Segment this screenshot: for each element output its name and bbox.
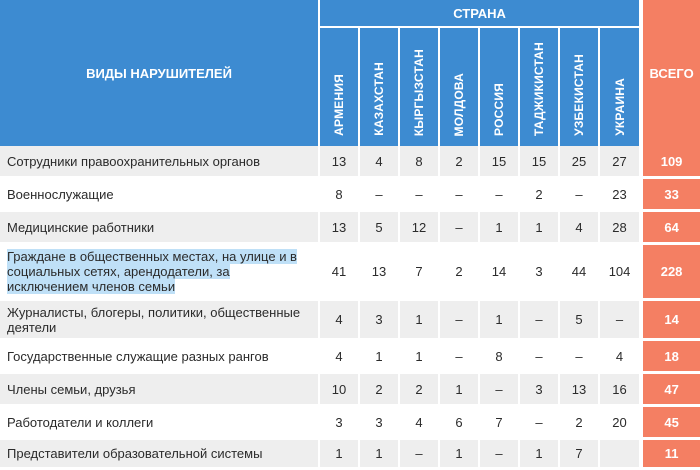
cell-value: – — [440, 341, 480, 374]
table-row — [0, 179, 700, 212]
cell-value: – — [520, 341, 560, 374]
cell-value: 2 — [360, 374, 400, 407]
cell-value — [600, 440, 639, 470]
cell-value: – — [400, 440, 440, 470]
cell-value: 5 — [360, 212, 400, 245]
table-row — [0, 146, 700, 179]
row-label: Государственные служащие разных рангов — [0, 341, 320, 374]
row-label: Члены семьи, друзья — [0, 374, 320, 407]
cell-value: 1 — [480, 301, 520, 341]
cell-value: 10 — [320, 374, 360, 407]
cell-value: – — [480, 440, 520, 470]
cell-value: 3 — [520, 245, 560, 301]
cell-value: – — [560, 179, 600, 212]
cell-value: – — [440, 212, 480, 245]
cell-value: 104 — [600, 245, 639, 301]
cell-value: 15 — [480, 146, 520, 179]
row-label — [0, 245, 320, 301]
table-row — [0, 407, 700, 440]
cell-value: 20 — [600, 407, 639, 440]
cell-value: 1 — [520, 440, 560, 470]
cell-value: 8 — [480, 341, 520, 374]
cell-value: 16 — [600, 374, 639, 407]
header-country-kazakhstan: КАЗАХСТАН — [360, 28, 400, 146]
cell-value: – — [560, 341, 600, 374]
table-row — [0, 301, 700, 341]
cell-value: 4 — [320, 341, 360, 374]
cell-value: 23 — [600, 179, 639, 212]
table-row — [0, 374, 700, 407]
cell-value: 2 — [560, 407, 600, 440]
table-row-highlighted — [0, 245, 700, 301]
cell-value: 1 — [440, 440, 480, 470]
cell-value: 27 — [600, 146, 639, 179]
cell-total: 14 — [639, 301, 700, 341]
header-country-group: СТРАНА — [320, 0, 639, 28]
cell-value: 6 — [440, 407, 480, 440]
cell-value: 4 — [360, 146, 400, 179]
row-label: Работодатели и коллеги — [0, 407, 320, 440]
table-row — [0, 212, 700, 245]
cell-total: 47 — [639, 374, 700, 407]
cell-total: 11 — [639, 440, 700, 470]
cell-total: 64 — [639, 212, 700, 245]
cell-value: 1 — [440, 374, 480, 407]
cell-total: 18 — [639, 341, 700, 374]
cell-value: 28 — [600, 212, 639, 245]
cell-total: 45 — [639, 407, 700, 440]
row-label: Представители образовательной системы — [0, 440, 320, 470]
header-country-ukraine: УКРАИНА — [600, 28, 639, 146]
cell-value: 13 — [560, 374, 600, 407]
cell-value: 15 — [520, 146, 560, 179]
cell-value: 1 — [400, 301, 440, 341]
cell-value: 7 — [480, 407, 520, 440]
cell-value: – — [360, 179, 400, 212]
cell-value: 8 — [320, 179, 360, 212]
cell-value: – — [400, 179, 440, 212]
cell-value: 4 — [320, 301, 360, 341]
cell-value: 1 — [360, 341, 400, 374]
cell-value: 3 — [360, 407, 400, 440]
header-violator-types: ВИДЫ НАРУШИТЕЛЕЙ — [0, 0, 320, 146]
cell-value: 3 — [360, 301, 400, 341]
row-label: Военнослужащие — [0, 179, 320, 212]
table-row — [0, 440, 700, 470]
cell-value: 14 — [480, 245, 520, 301]
cell-value: 13 — [360, 245, 400, 301]
header-country-russia: РОССИЯ — [480, 28, 520, 146]
cell-value: 2 — [400, 374, 440, 407]
cell-value: 7 — [560, 440, 600, 470]
cell-value: 2 — [520, 179, 560, 212]
header-country-moldova: МОЛДОВА — [440, 28, 480, 146]
selected-text[interactable]: Граждане в общественных местах, на улице и в социальных сетях, арендодатели, за исключением членов семьи — [7, 249, 297, 294]
cell-total: 228 — [639, 245, 700, 301]
cell-value: 5 — [560, 301, 600, 341]
cell-value: 1 — [480, 212, 520, 245]
cell-value: 1 — [400, 341, 440, 374]
cell-value: 44 — [560, 245, 600, 301]
cell-value: 7 — [400, 245, 440, 301]
header-total: ВСЕГО — [639, 0, 700, 146]
header-country-kyrgyzstan: КЫРГЫЗСТАН — [400, 28, 440, 146]
cell-total: 109 — [639, 146, 700, 179]
cell-value: 8 — [400, 146, 440, 179]
cell-value: 25 — [560, 146, 600, 179]
cell-value: 1 — [360, 440, 400, 470]
cell-value: – — [600, 301, 639, 341]
cell-value: 13 — [320, 146, 360, 179]
header-country-armenia: АРМЕНИЯ — [320, 28, 360, 146]
cell-value: 13 — [320, 212, 360, 245]
cell-total: 33 — [639, 179, 700, 212]
cell-value: 41 — [320, 245, 360, 301]
cell-value: – — [440, 179, 480, 212]
cell-value: – — [520, 301, 560, 341]
cell-value: 1 — [520, 212, 560, 245]
cell-value: 2 — [440, 245, 480, 301]
cell-value: – — [440, 301, 480, 341]
row-label: Сотрудники правоохранительных органов — [0, 146, 320, 179]
row-label: Журналисты, блогеры, политики, общественные деятели — [0, 301, 320, 341]
cell-value: – — [480, 374, 520, 407]
cell-value: – — [520, 407, 560, 440]
cell-value: 2 — [440, 146, 480, 179]
row-label: Медицинские работники — [0, 212, 320, 245]
cell-value: 4 — [560, 212, 600, 245]
cell-value: 3 — [520, 374, 560, 407]
cell-value: 12 — [400, 212, 440, 245]
cell-value: 4 — [400, 407, 440, 440]
cell-value: 1 — [320, 440, 360, 470]
cell-value: 4 — [600, 341, 639, 374]
header-country-tajikistan: ТАДЖИКИСТАН — [520, 28, 560, 146]
cell-value: – — [480, 179, 520, 212]
header-country-uzbekistan: УЗБЕКИСТАН — [560, 28, 600, 146]
table-row — [0, 341, 700, 374]
cell-value: 3 — [320, 407, 360, 440]
